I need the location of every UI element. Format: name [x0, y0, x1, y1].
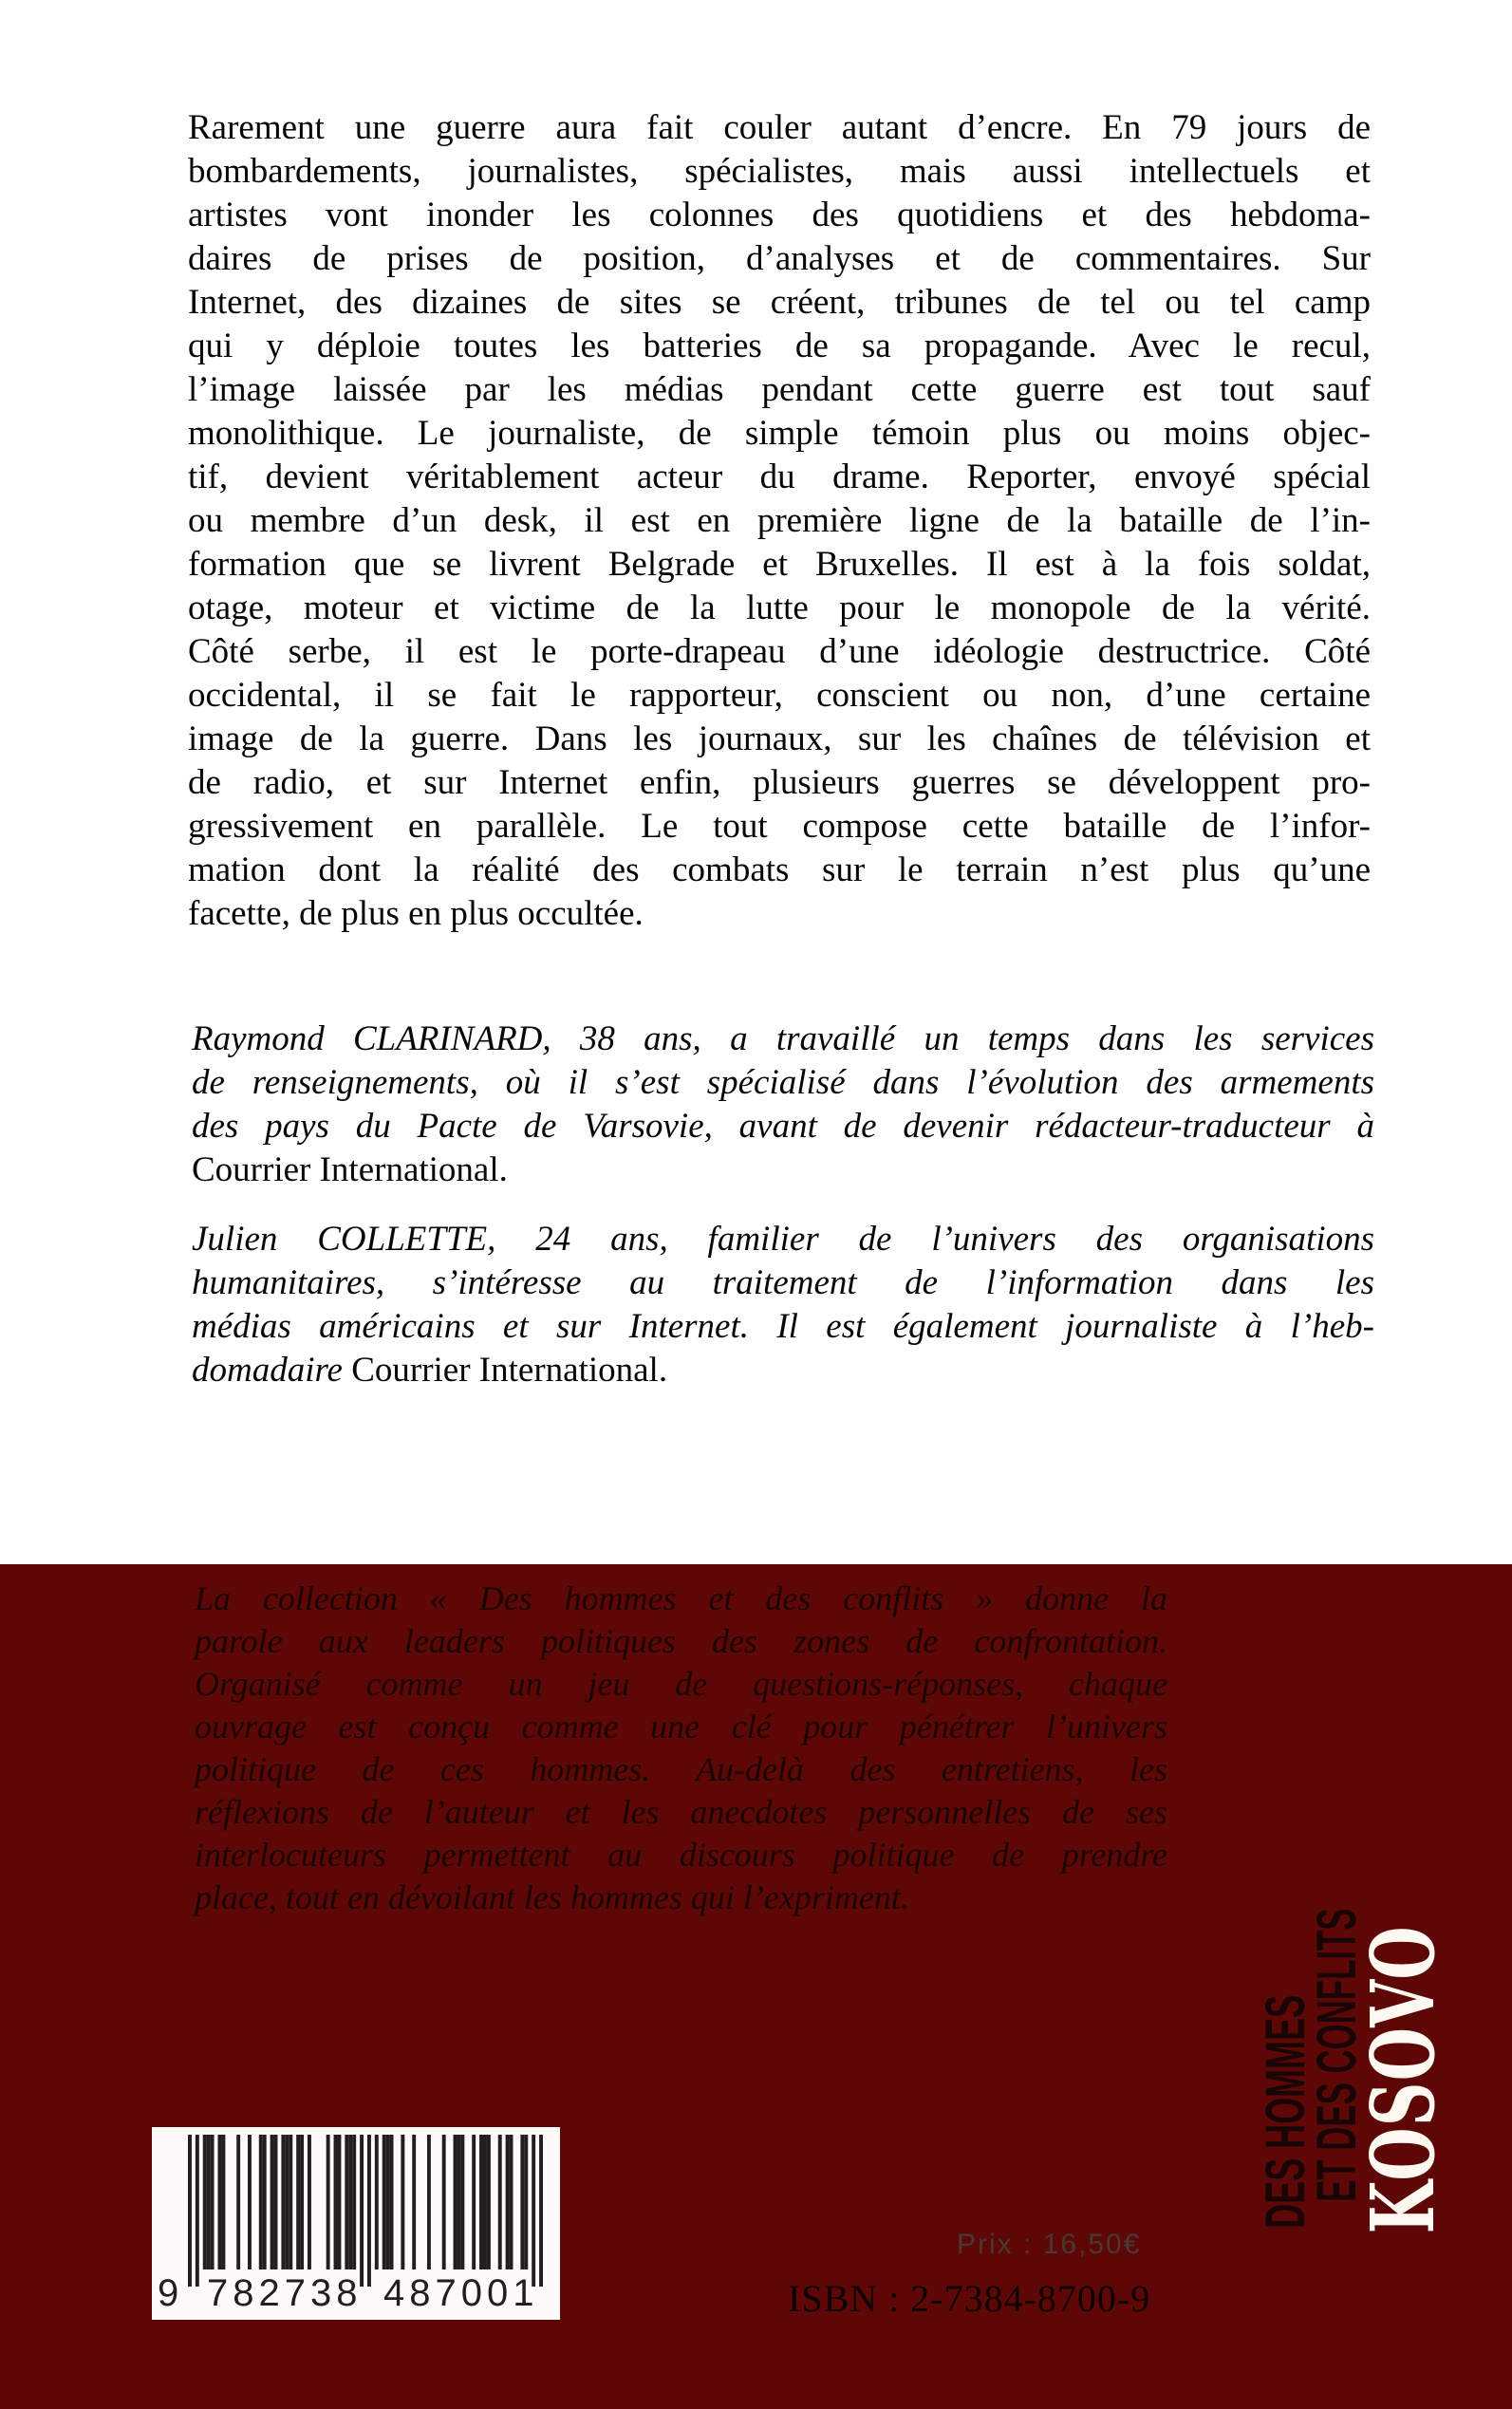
collection-title-text: DES HOMMES: [1255, 1994, 1316, 2229]
synopsis-line: mation dont la réalité des combats sur le terrain n’est plus qu’une: [188, 850, 1371, 889]
synopsis-line: daires de prises de position, d’analyses et de commentaires. Sur: [188, 239, 1371, 278]
book-title: [1352, 1925, 1454, 2300]
synopsis: [188, 106, 1371, 936]
synopsis-line: otage, moteur et victime de la lutte pour le monopole de la vérité.: [188, 588, 1371, 627]
price-label: Prix : 16,50€: [957, 2229, 1142, 2260]
synopsis-line: image de la guerre. Dans les journaux, sur les chaînes de télévision et: [188, 719, 1371, 758]
synopsis-line: monolithique. Le journaliste, de simple témoin plus ou moins objec-: [188, 414, 1371, 453]
bio-line: de renseignements, où il s’est spécialisé dans l’évolution des armements: [192, 1063, 1374, 1102]
synopsis-line: artistes vont inonder les colonnes des quotidiens et des hebdoma-: [188, 196, 1371, 234]
collection-note-line: interlocuteurs permettent au discours politique de prendre: [195, 1836, 1167, 1874]
author-bio-collette: [192, 1218, 1374, 1392]
bio-line: médias américains et sur Internet. Il est également journaliste à l’heb-: [192, 1307, 1374, 1346]
synopsis-line: gressivement en parallèle. Le tout compose cette bataille de l’infor-: [188, 807, 1371, 846]
publication-name: Courrier International.: [351, 1351, 668, 1390]
collection-note-line: ouvrage est conçu comme une clé pour pénétrer l’univers: [195, 1708, 1167, 1746]
barcode-bars-image: [188, 2135, 543, 2287]
bio-line-publication: Courrier International.: [192, 1150, 508, 1189]
collection-title-line1: [1255, 1987, 1316, 2300]
synopsis-line: tif, devient véritablement acteur du drame. Reporter, envoyé spécial: [188, 458, 1371, 496]
synopsis-line: bombardements, journalistes, spécialistes, mais aussi intellectuels et: [188, 152, 1371, 191]
bio-line: Raymond CLARINARD, 38 ans, a travaillé un temps dans les services: [192, 1019, 1374, 1058]
isbn-label: ISBN : 2-7384-8700-9: [788, 2277, 1151, 2320]
synopsis-line: Côté serbe, il est le porte-drapeau d’une idéologie destructrice. Côté: [188, 632, 1371, 671]
spine-titles: [1255, 1908, 1454, 2300]
collection-title-text: ET DES CONFLITS: [1306, 1908, 1368, 2202]
synopsis-line: formation que se livrent Belgrade et Bruxelles. Il est à la fois soldat,: [188, 545, 1371, 584]
synopsis-line: occidental, il se fait le rapporteur, conscient ou non, d’une certaine: [188, 676, 1371, 715]
bio-line-publication: [192, 1349, 1374, 1392]
book-title-text: KOSOVO: [1352, 1925, 1454, 2234]
bio-line: humanitaires, s’intéresse au traitement de l’information dans les: [192, 1263, 1374, 1302]
collection-note: [195, 1578, 1167, 1919]
collection-note-line: place, tout en dévoilant les hommes qui l’expriment.: [195, 1878, 909, 1916]
bio-line: Julien COLLETTE, 24 ans, familier de l’univers des organisations: [192, 1220, 1374, 1259]
collection-note-line: La collection « Des hommes et des conflits » donne la: [195, 1579, 1167, 1617]
collection-band: [0, 1564, 1512, 2409]
synopsis-line: Internet, des dizaines de sites se créent, tribunes de tel ou tel camp: [188, 283, 1371, 322]
author-bio-clarinard: [192, 1018, 1374, 1192]
collection-note-line: parole aux leaders politiques des zones de confrontation.: [195, 1622, 1167, 1660]
bio-word-italic: domadaire: [192, 1351, 352, 1390]
synopsis-line: l’image laissée par les médias pendant cette guerre est tout sauf: [188, 370, 1371, 409]
synopsis-line: Rarement une guerre aura fait couler autant d’encre. En 79 jours de: [188, 108, 1371, 147]
synopsis-line: qui y déploie toutes les batteries de sa propagande. Avec le recul,: [188, 327, 1371, 365]
collection-note-line: politique de ces hommes. Au-delà des entretiens, les: [195, 1750, 1167, 1788]
barcode-digit-lead: 9: [158, 2272, 179, 2314]
synopsis-line: ou membre d’un desk, il est en première ligne de la bataille de l’in-: [188, 501, 1371, 540]
synopsis-line: de radio, et sur Internet enfin, plusieurs guerres se développent pro-: [188, 763, 1371, 802]
barcode: [152, 2127, 560, 2320]
collection-note-line: Organisé comme un jeu de questions-réponses, chaque: [195, 1665, 1167, 1703]
bio-line: des pays du Pacte de Varsovie, avant de devenir rédacteur-traducteur à: [192, 1107, 1374, 1146]
collection-note-line: réflexions de l’auteur et les anecdotes personnelles de ses: [195, 1793, 1167, 1831]
barcode-digits-right-group: 487001: [383, 2272, 539, 2314]
barcode-digits-left-group: 782738: [207, 2272, 363, 2314]
synopsis-line: facette, de plus en plus occultée.: [188, 894, 644, 933]
